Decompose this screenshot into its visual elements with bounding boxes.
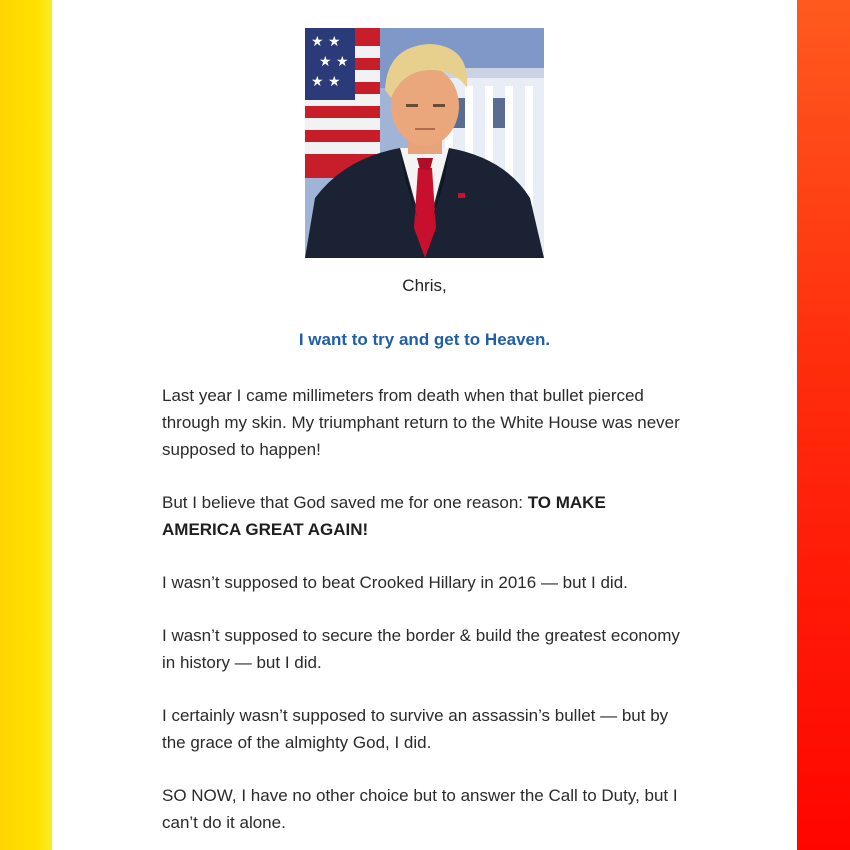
greeting: Chris, (402, 276, 447, 295)
right-border-red (797, 0, 850, 850)
email-body (52, 0, 797, 850)
paragraph-survive: I certainly wasn’t supposed to survive an assassin’s bullet — but by the grace of the almighty God, I did. (162, 706, 669, 752)
paragraph-bullet: Last year I came millimeters from death when that bullet pierced through my skin. My triumphant return to the White House was never supposed to happen! (162, 386, 680, 459)
paragraph-god-saved (162, 489, 682, 543)
svg-text:★ ★: ★ ★ (311, 74, 341, 90)
svg-text:★ ★: ★ ★ (311, 34, 341, 50)
headline: I want to try and get to Heaven. (298, 330, 551, 349)
god-paragraph-lead: But I believe that God saved me for one reason: (162, 493, 528, 512)
letter-body (162, 382, 682, 850)
svg-text:★ ★: ★ ★ (319, 54, 349, 70)
god-paragraph-emphasis: TO MAKE AMERICA GREAT AGAIN! (162, 493, 606, 539)
paragraph-hillary: I wasn’t supposed to beat Crooked Hillary in 2016 — but I did. (162, 573, 628, 592)
paragraph-border: I wasn’t supposed to secure the border & build the greatest economy in history — but I did. (162, 626, 680, 672)
portrait-photo (305, 28, 544, 258)
paragraph-call-to-duty: SO NOW, I have no other choice but to answer the Call to Duty, but I can’t do it alone. (162, 786, 678, 832)
left-border-yellow (0, 0, 52, 850)
